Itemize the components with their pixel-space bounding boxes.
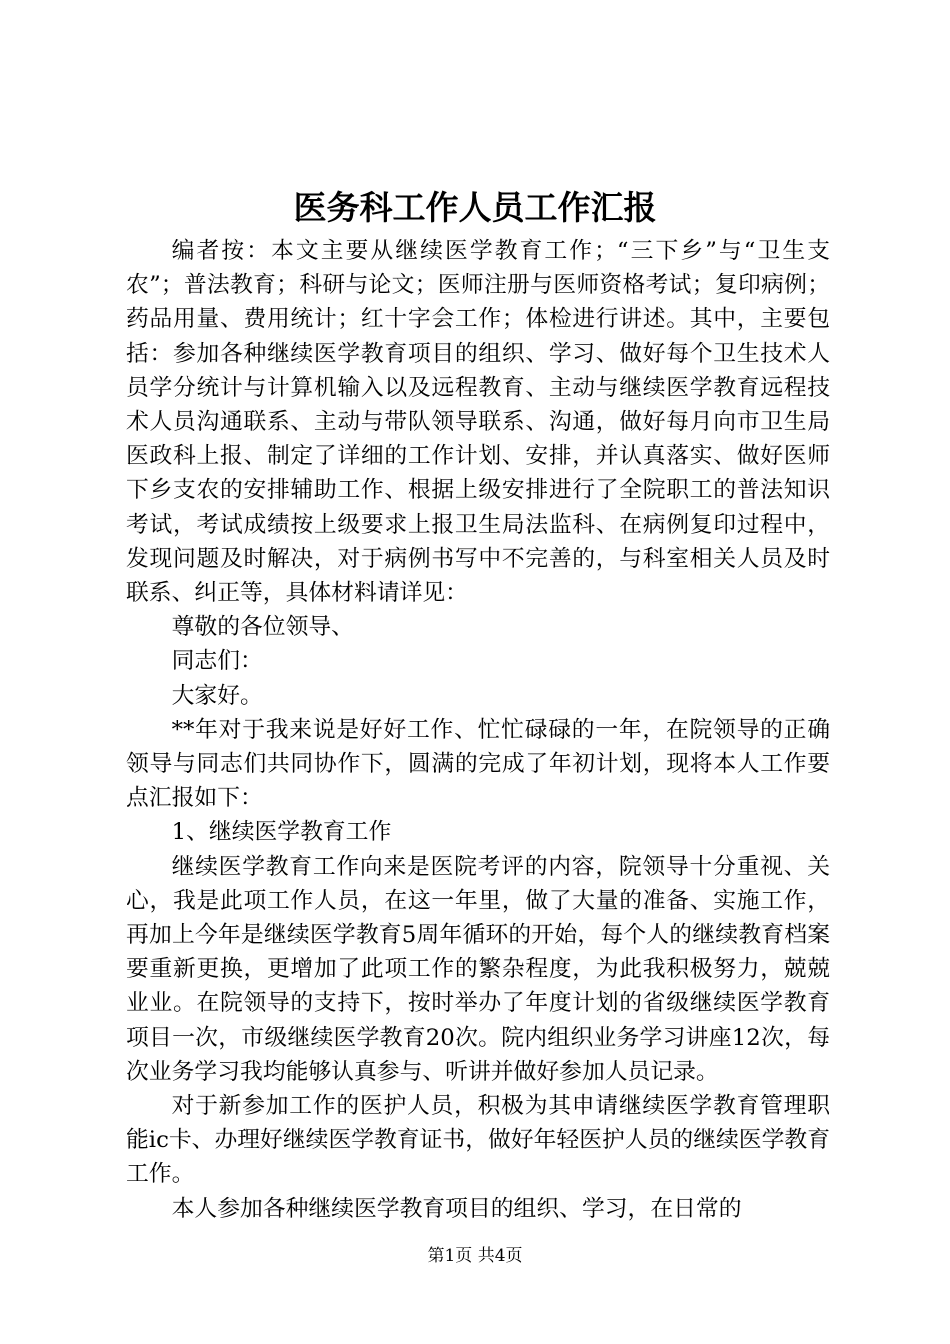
intro-paragraph: **年对于我来说是好好工作、忙忙碌碌的一年，在院领导的正确领导与同志们共同协作下，圆满的完成了年初计划，现将本人工作要点汇报如下： bbox=[126, 716, 830, 812]
greeting: 大家好。 bbox=[171, 682, 263, 709]
body-paragraph: 对于新参加工作的医护人员，积极为其申请继续医学教育管理职能ic卡、办理好继续医学教育证书，做好年轻医护人员的继续医学教育工作。 bbox=[126, 1093, 830, 1188]
editor-note-paragraph: 编者按：本文主要从继续医学教育工作；“三下乡”与“卫生支农”；普法教育；科研与论文；医师注册与医师资格考试；复印病例；药品用量、费用统计；红十字会工作；体检进行讲述。其中，主要包括：参加各种继续医学教育项目的组织、学习、做好每个卫生技术人员学分统计与计算机输入以及远程教育、主动与继续医学教育远程技术人员沟通联系、主动与带队领导联系、沟通，做好每月向市卫生局医政科上报、制定了详细的工作计划、安排，并认真落实、做好医师下乡支农的安排辅助工作、根据上级安排进行了全院职工的普法知识考试，考试成绩按上级要求上报卫生局法监科、在病例复印过程中，发现问题及时解决，对于病例书写中不完善的，与科室相关人员及时联系、纠正等，具体材料请详见： bbox=[126, 238, 830, 607]
document-title: 医务科工作人员工作汇报 bbox=[293, 188, 657, 227]
salutation-leaders: 尊敬的各位领导、 bbox=[171, 614, 354, 641]
salutation-comrades: 同志们： bbox=[171, 648, 263, 675]
document-body bbox=[126, 234, 830, 1226]
page-number-footer: 第1页 共4页 bbox=[427, 1246, 523, 1266]
section-heading-1: 1、继续医学教育工作 bbox=[171, 819, 392, 846]
body-paragraph: 本人参加各种继续医学教育项目的组织、学习，在日常的 bbox=[171, 1195, 742, 1222]
body-paragraph: 继续医学教育工作向来是医院考评的内容，院领导十分重视、关心，我是此项工作人员，在这一年里，做了大量的准备、实施工作，再加上今年是继续医学教育5周年循环的开始，每个人的继续教育档案要重新更换，更增加了此项工作的繁杂程度，为此我积极努力，兢兢业业。在院领导的支持下，按时举办了年度计划的省级继续医学教育项目一次，市级继续医学教育20次。院内组织业务学习讲座12次，每次业务学习我均能够认真参与、听讲并做好参加人员记录。 bbox=[126, 853, 830, 1085]
